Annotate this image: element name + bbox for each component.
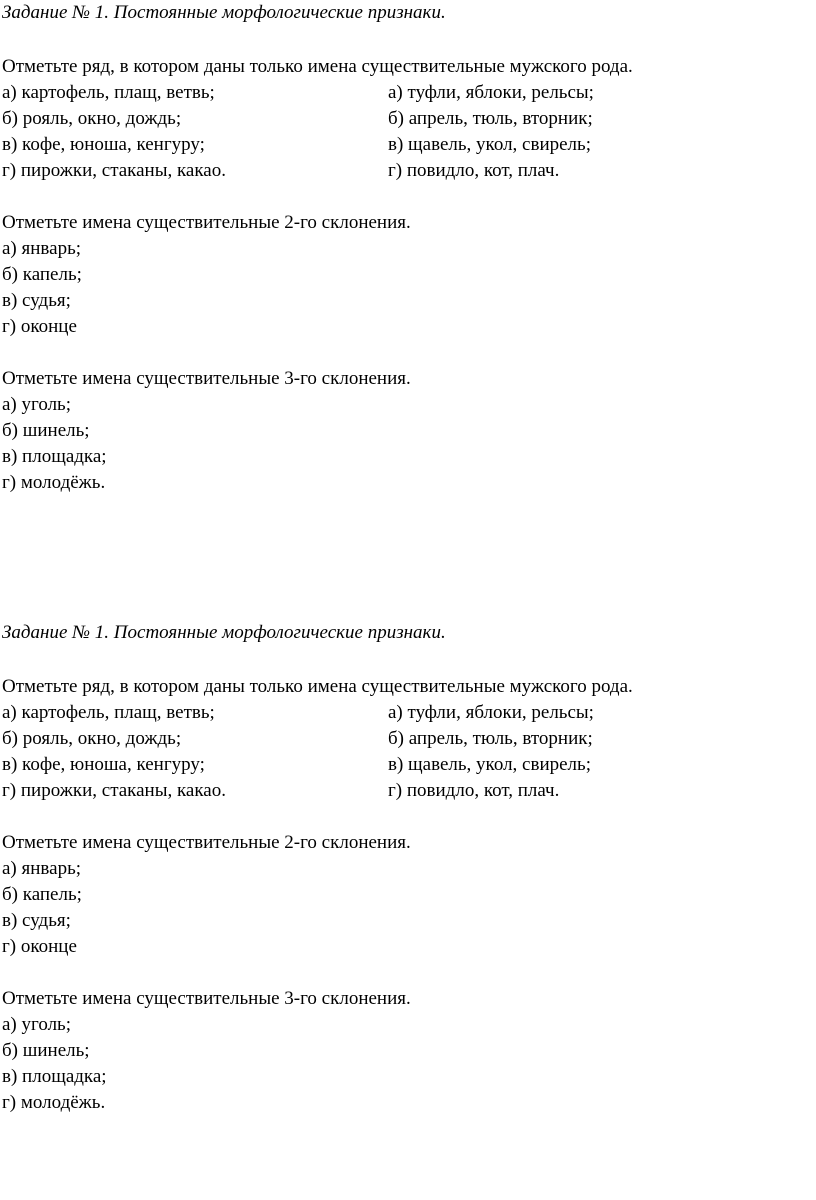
q1-right-option-b: б) апрель, тюль, вторник; [388, 728, 593, 749]
q2-option-d: г) оконце [2, 316, 77, 337]
question-3-prompt: Отметьте имена существительные 3-го склонения. [2, 988, 411, 1009]
task-title: Задание № 1. Постоянные морфологические признаки. [2, 622, 446, 643]
q3-option-b: б) шинель; [2, 1040, 90, 1061]
question-3-prompt: Отметьте имена существительные 3-го склонения. [2, 368, 411, 389]
q1-right-option-b: б) апрель, тюль, вторник; [388, 108, 593, 129]
q1-left-option-b: б) рояль, окно, дождь; [2, 108, 182, 129]
q3-option-d: г) молодёжь. [2, 472, 106, 493]
q2-option-b: б) капель; [2, 884, 82, 905]
q2-option-a: а) январь; [2, 238, 82, 259]
q1-left-option-d: г) пирожки, стаканы, какао. [2, 780, 226, 801]
q1-left-option-d: г) пирожки, стаканы, какао. [2, 160, 226, 181]
q2-option-a: а) январь; [2, 858, 82, 879]
task-title: Задание № 1. Постоянные морфологические признаки. [2, 2, 446, 23]
q1-right-option-d: г) повидло, кот, плач. [388, 780, 560, 801]
q1-right-option-a: а) туфли, яблоки, рельсы; [388, 702, 594, 723]
q2-option-c: в) судья; [2, 290, 71, 311]
q1-left-option-b: б) рояль, окно, дождь; [2, 728, 182, 749]
q1-left-option-c: в) кофе, юноша, кенгуру; [2, 134, 205, 155]
q1-right-option-c: в) щавель, укол, свирель; [388, 754, 591, 775]
q1-left-option-c: в) кофе, юноша, кенгуру; [2, 754, 205, 775]
q1-right-option-a: а) туфли, яблоки, рельсы; [388, 82, 594, 103]
q3-option-c: в) площадка; [2, 446, 107, 467]
q2-option-c: в) судья; [2, 910, 71, 931]
question-1-prompt: Отметьте ряд, в котором даны только имена существительные мужского рода. [2, 56, 633, 77]
q3-option-d: г) молодёжь. [2, 1092, 106, 1113]
question-2-prompt: Отметьте имена существительные 2-го склонения. [2, 212, 411, 233]
q1-left-option-a: а) картофель, плащ, ветвь; [2, 82, 215, 103]
question-2-prompt: Отметьте имена существительные 2-го склонения. [2, 832, 411, 853]
q3-option-a: а) уголь; [2, 1014, 72, 1035]
q1-right-option-c: в) щавель, укол, свирель; [388, 134, 591, 155]
q1-right-option-d: г) повидло, кот, плач. [388, 160, 560, 181]
q2-option-d: г) оконце [2, 936, 77, 957]
q3-option-c: в) площадка; [2, 1066, 107, 1087]
q3-option-a: а) уголь; [2, 394, 72, 415]
q2-option-b: б) капель; [2, 264, 82, 285]
q1-left-option-a: а) картофель, плащ, ветвь; [2, 702, 215, 723]
question-1-prompt: Отметьте ряд, в котором даны только имена существительные мужского рода. [2, 676, 633, 697]
q3-option-b: б) шинель; [2, 420, 90, 441]
